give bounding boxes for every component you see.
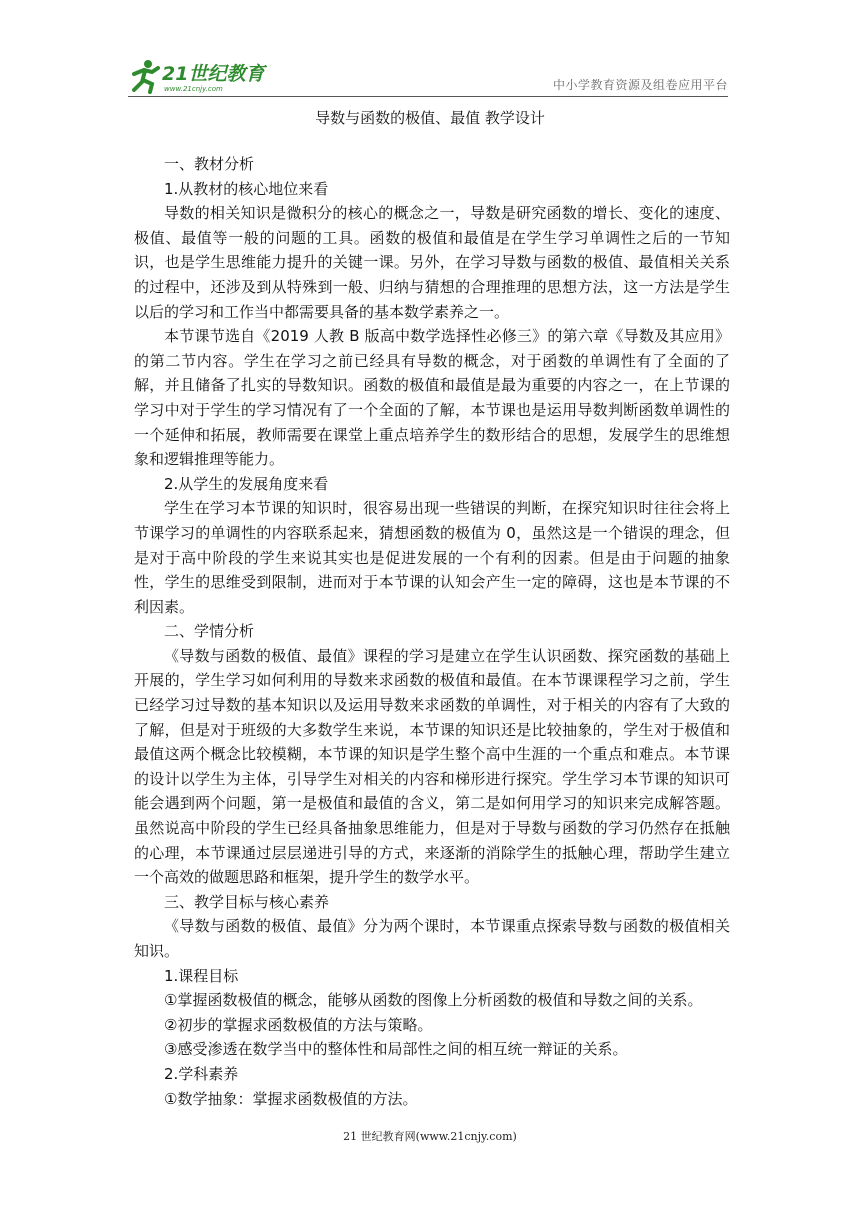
page-header <box>128 58 728 96</box>
list-item: ②初步的掌握求函数极值的方法与策略。 <box>164 1015 433 1034</box>
subsection-heading: 1.课程目标 <box>164 966 239 985</box>
section-heading: 三、教学目标与核心素养 <box>164 892 330 911</box>
list-item: ①掌握函数极值的概念，能够从函数的图像上分析函数的极值和导数之间的关系。 <box>164 991 703 1010</box>
body-paragraph: 《导数与函数的极值、最值》分为两个课时，本节课重点探索导数与函数的极值相关知识。 <box>134 917 730 960</box>
subsection-heading: 2.学科素养 <box>164 1064 239 1083</box>
body-paragraph: 本节课节选自《2019 人教 B 版高中数学选择性必修三》的第六章《导数及其应用》的第二节内容。学生在学习之前已经具有导数的概念，对于函数的单调性有了全面的了解，并且储备了扎实的导数知识。函数的极值和最值是最为重要的内容之一，在上节课的学习中对于学生的学习情况有了一个全面的了解，本节课也是运用导数判断函数单调性的一个延伸和拓展，教师需要在课堂上重点培养学生的数形结合的思想，发展学生的思维想象和逻辑推理等能力。 <box>134 327 730 469</box>
document-title: 导数与函数的极值、最值 教学设计 <box>315 109 545 127</box>
svg-text:www.21cnjy.com: www.21cnjy.com <box>164 85 223 93</box>
body-paragraph: 《导数与函数的极值、最值》课程的学习是建立在学生认识函数、探究函数的基础上开展的，学生学习如何利用的导数来求函数的极值和最值。在本节课课程学习之前，学生已经学习过导数的基本知识以及运用导数来求函数的单调性，对于相关的内容有了大致的了解，但是对于班级的大多数学生来说，本节课的知识还是比较抽象的，学生对于极值和最值这两个概念比较模糊，本节课的知识是学生整个高中生涯的一个重点和难点。本节课的设计以学生为主体，引导学生对相关的内容和梯形进行探究。学生学习本节课的知识可能会遇到两个问题，第一是极值和最值的含义，第二是如何用学习的知识来完成解答题。虽然说高中阶段的学生已经具备抽象思维能力，但是对于导数与函数的学习仍然存在抵触的心理，本节课通过层层递进引导的方式，来逐渐的消除学生的抵触心理，帮助学生建立一个高效的做题思路和框架，提升学生的数学水平。 <box>134 646 730 887</box>
body-paragraph: 学生在学习本节课的知识时，很容易出现一些错误的判断，在探究知识时往往会将上节课学习的单调性的内容联系起来，猜想函数的极值为 0，虽然这是一个错误的理念，但是对于高中阶段的学生来说其实也是促进发展的一个有利的因素。但是由于问题的抽象性，学生的思维受到限制，进而对于本节课的认知会产生一定的障碍，这也是本节课的不利因素。 <box>134 499 730 616</box>
subsection-heading: 1.从教材的核心地位来看 <box>164 179 329 198</box>
page-footer: 21 世纪教育网(www.21cnjy.com) <box>343 1130 517 1143</box>
list-item: ③感受渗透在数学当中的整体性和局部性之间的相互统一辩证的关系。 <box>164 1040 628 1059</box>
document-body <box>134 152 730 1111</box>
section-heading: 一、教材分析 <box>164 155 255 173</box>
runner-logo-icon <box>128 58 288 94</box>
body-paragraph: 导数的相关知识是微积分的核心的概念之一，导数是研究函数的增长、变化的速度、极值、最值等一般的问题的工具。函数的极值和最值是在学生学习单调性之后的一节知识，也是学生思维能力提升的关键一课。另外，在学习导数与函数的极值、最值相关关系的过程中，还涉及到从特殊到一般、归纳与猜想的合理推理的思想方法，这一方法是学生以后的学习和工作当中都需要具备的基本数学素养之一。 <box>134 204 730 321</box>
list-item: ①数学抽象：掌握求函数极值的方法。 <box>164 1089 418 1108</box>
logo <box>128 58 288 94</box>
section-heading: 二、学情分析 <box>164 622 255 641</box>
svg-text:21世纪教育: 21世纪教育 <box>162 63 265 85</box>
header-divider <box>128 96 728 97</box>
subsection-heading: 2.从学生的发展角度来看 <box>164 474 329 493</box>
header-tagline: 中小学教育资源及组卷应用平台 <box>552 78 728 92</box>
